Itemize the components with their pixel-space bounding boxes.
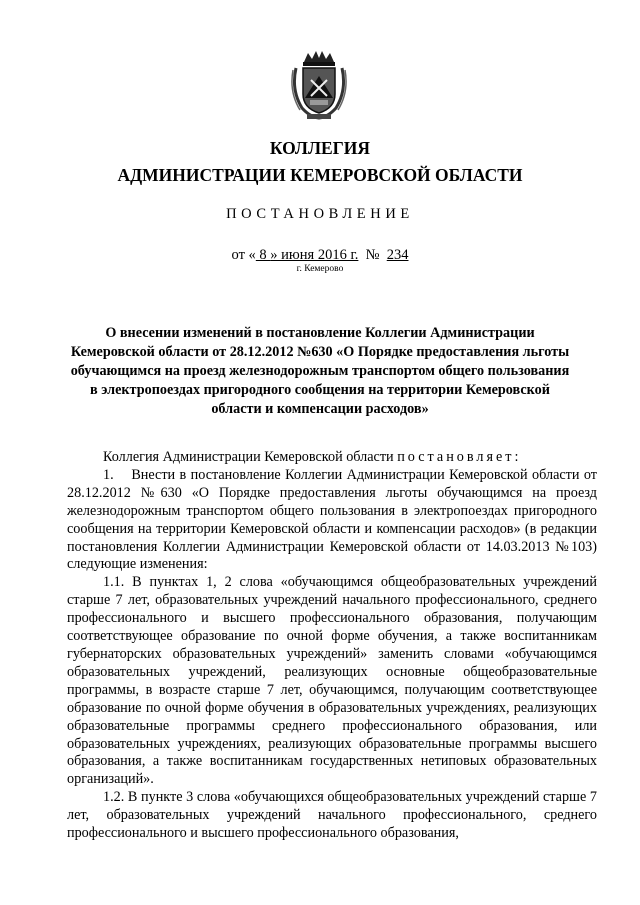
date-day: 8 <box>255 247 271 263</box>
paragraph-1: 1. Внести в постановление Коллегии Администрации Кемеровской области от 28.12.2012 №630 «О Порядке предоставления льготы обучающимся на проезд железнодорожным транспортом общего пользования в электропоездах пригородного сообщения на территории Кемеровской области и компенсации расходов» (в редакции постановления Коллегии Администрации Кемеровской области от 14.03.2013 №103) следующие изменения: <box>67 466 597 573</box>
document-number: 234 <box>386 247 409 263</box>
city-label: г. Кемерово <box>296 264 344 274</box>
number-sign: № <box>365 247 380 263</box>
document-type: ПОСТАНОВЛЕНИЕ <box>226 206 414 222</box>
org-name-line1: КОЛЛЕГИЯ <box>269 138 371 158</box>
paragraph-1-1: 1.1. В пунктах 1, 2 слова «обучающимся общеобразовательных учреждений старше 7 лет, образовательных учреждений начального профессионального, среднего профессионального и высшего профессионального образования, получающим соответствующее образование по очной форме обучения, а также воспитанникам губернаторских образовательных учреждений» заменить словами «обучающимся образовательных учреждений, реализующих основные общеобразовательные программы, в возрасте старше 7 лет, обучающимся, получающим соответствующее образование по очной форме обучения в образовательных учреждениях, реализующих образовательные программы среднего профессионального образования, или образовательных учреждениях, реализующих образовательные программы высшего образования, а также воспитанникам государственных нетиповых образовательных организаций». <box>67 574 597 788</box>
org-name-line2: АДМИНИСТРАЦИИ КЕМЕРОВСКОЙ ОБЛАСТИ <box>117 165 523 185</box>
date-prefix: от « <box>231 247 256 263</box>
intro-verb: постановляет: <box>397 449 522 465</box>
document-body <box>67 449 597 843</box>
intro-lead: Коллегия Администрации Кемеровской области <box>103 449 398 465</box>
document-subject: О внесении изменений в постановление Коллегии Администрации Кемеровской области от 28.12.2012 №630 «О Порядке предоставления льготы обучающимся на проезд железнодорожным транспортом общего пользования в электропоездах пригородного сообщения на территории Кемеровской области и компенсации расходов» <box>70 325 570 417</box>
coat-of-arms-icon <box>290 50 348 120</box>
intro-paragraph <box>67 449 597 467</box>
paragraph-1-2: 1.2. В пункте 3 слова «обучающихся общеобразовательных учреждений старше 7 лет, образовательных учреждений начального профессионального, среднего профессионального и высшего профессионального образования, <box>67 789 597 842</box>
date-number-line <box>0 246 640 264</box>
date-month-year: » июня 2016 г. <box>270 247 359 263</box>
